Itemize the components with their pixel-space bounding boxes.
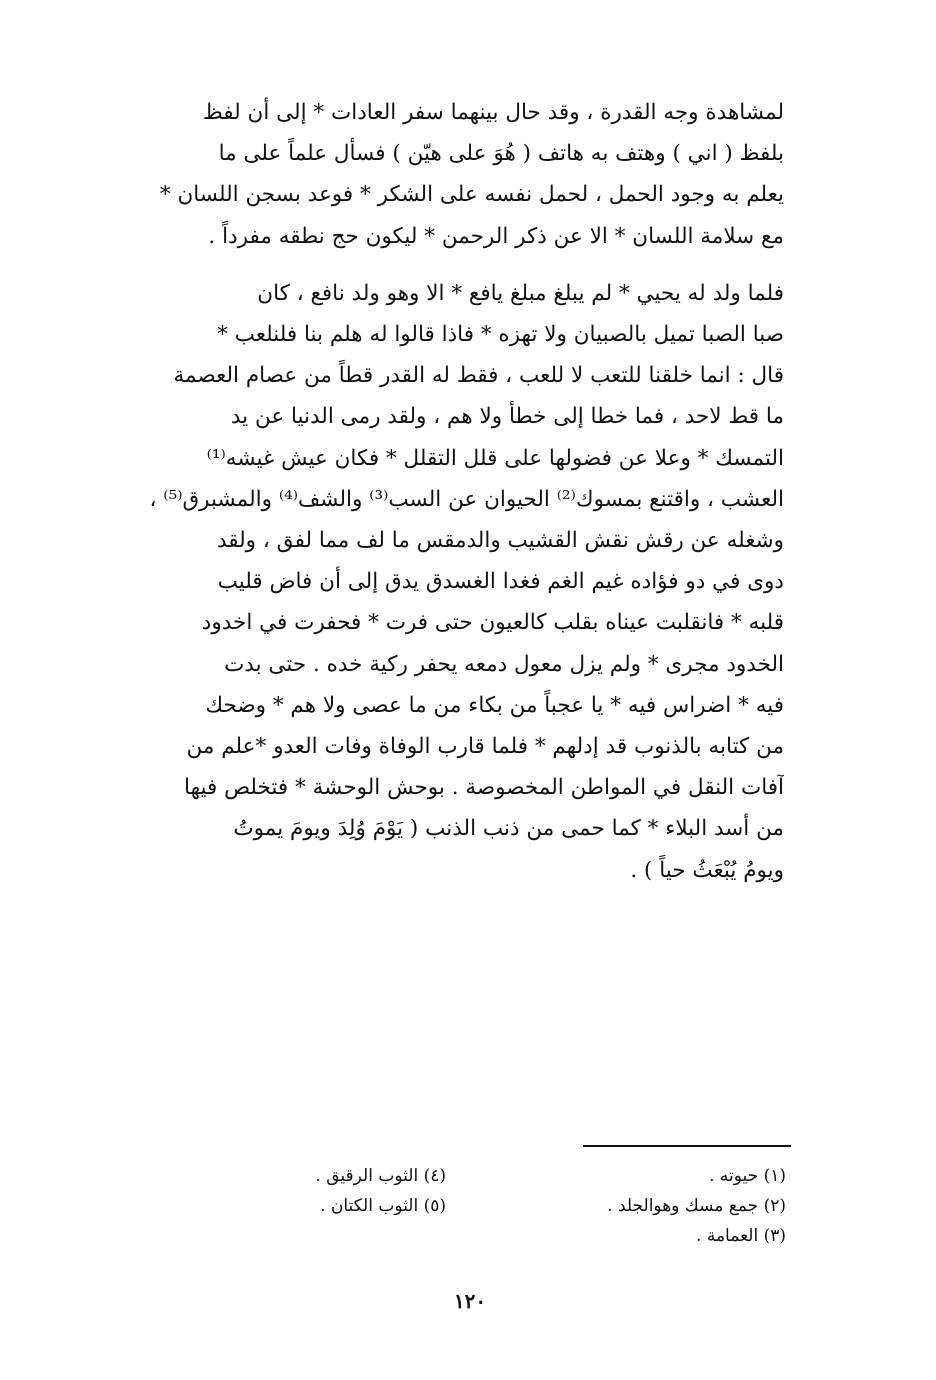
text-line: مع سلامة اللسان * الا عن ذكر الرحمن * ليكون حج نطقه مفرداً .: [208, 223, 784, 249]
text-line: ويومُ يُبْعَثُ حياً ) .: [630, 857, 784, 883]
text-line: لمشاهدة وجه القدرة ، وقد حال بينهما سفر العادات * إلى أن لفظ: [202, 100, 784, 125]
text-line: العشب ، واقتنع بمسوك⁽²⁾ الحيوان عن السب⁽³⁾ والشف⁽⁴⁾ والمشبرق⁽⁵⁾ ،: [149, 486, 784, 512]
text-line: صبا الصبا تميل بالصبيان ولا تهزه * فاذا قالوا له هلم بنا فلنلعب *: [217, 322, 784, 348]
text-line: وشغله عن رقش نقش القشيب والدمقس ما لف مما لفق ، ولقد: [216, 528, 784, 554]
text-line: يعلم به وجود الحمل ، لحمل نفسه على الشكر * فوعد بسجن اللسان *: [159, 182, 784, 208]
footnote-item: (٣) العمامة .: [696, 1226, 786, 1246]
text-line: ما قط لاحد ، فما خطا إلى خطأ ولا هم ، ولقد رمى الدنيا عن يد: [230, 404, 784, 430]
footnote-item: (٤) الثوب الرقيق .: [315, 1166, 446, 1186]
text-line: التمسك * وعلا عن فضولها على قلل التقلل * فكان عيش غيشه⁽¹⁾: [206, 445, 784, 471]
page-number: ١٢٠: [453, 1289, 487, 1313]
text-line: فيه * اضراس فيه * يا عجباً من بكاء من ما عصى ولا هم * وضحك: [205, 692, 784, 718]
text-line: من أسد البلاء * كما حمى من ذنب الذنب ( يَوْمَ وُلِدَ ويومَ يموتُ: [233, 816, 784, 842]
paragraph-2: [125, 273, 784, 891]
footnote-item: (٥) الثوب الكتان .: [320, 1196, 446, 1216]
footnote-divider: [583, 1145, 791, 1147]
text-line: الخدود مجرى * ولم يزل معول دمعه يحفر ركية خده . حتى بدت: [224, 651, 784, 677]
main-text: [125, 92, 784, 891]
paragraph-1: [125, 92, 784, 257]
footnote-item: (١) حيوته .: [709, 1166, 786, 1186]
footnotes-right-column: [546, 1161, 786, 1251]
text-line: قال : انما خلقنا للتعب لا للعب ، فقط له القدر قطاً من عصام العصمة: [173, 363, 784, 389]
footnote-item: (٢) جمع مسك وهوالجلد .: [607, 1196, 786, 1216]
footnotes-left-column: [246, 1161, 446, 1221]
footnotes: [286, 1161, 786, 1261]
text-line: دوى في دو فؤاده غيم الغم فغدا الغسدق يدق إلى أن فاض قليب: [217, 569, 784, 595]
text-line: قلبه * فانقلبت عيناه بقلب كالعيون حتى فرت * فحفرت في اخدود: [201, 610, 784, 636]
text-line: آفات النقل في المواطن المخصوصة . بوحش الوحشة * فتخلص فيها: [184, 775, 784, 801]
text-line: فلما ولد له يحيي * لم يبلغ مبلغ يافع * الا وهو ولد نافع ، كان: [257, 280, 784, 306]
text-line: من كتابه بالذنوب قد إدلهم * فلما قارب الوفاة وفات العدو *علم من: [186, 734, 784, 760]
text-line: بلفظ ( اني ) وهتف به هاتف ( هُوَ على هيّن ) فسأل علماً على ما: [218, 141, 784, 167]
